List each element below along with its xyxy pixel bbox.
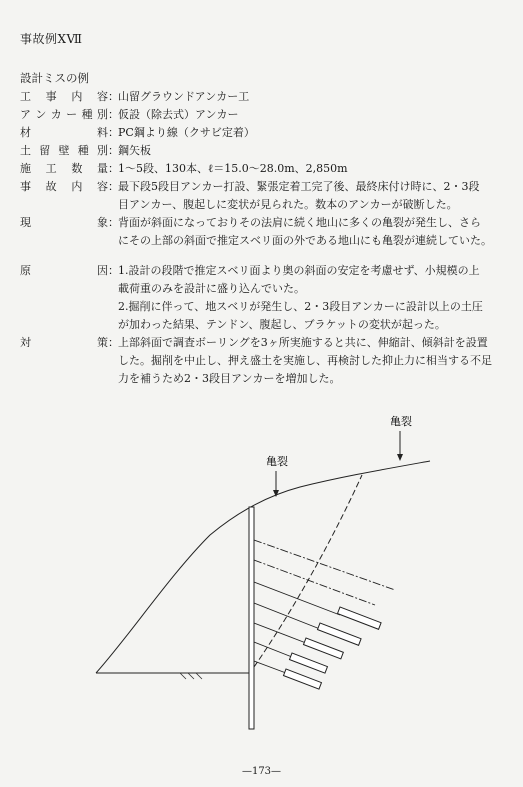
detail-value: 最下段5段目アンカー打設、緊張定着工完了後、最終床付け時に、2・3段 目アンカー、腹起しに変状が見られた。数本のアンカーが破断した。 <box>118 180 480 211</box>
detail-label: 対 策 <box>20 336 108 349</box>
detail-label: 工 事 内 容 <box>20 90 108 103</box>
anchor-body <box>289 653 327 673</box>
anchor-body <box>317 623 361 645</box>
case-title: 事故例XⅦ <box>20 32 83 46</box>
anchor-tendon <box>254 661 286 673</box>
sheet-pile-wall <box>249 507 254 729</box>
detail-row: 事 故 内 容 ： 最下段5段目アンカー打設、緊張定着工完了後、最終床付け時に、2・3段 目アンカー、腹起しに変状が見られた。数本のアンカーが破断した。 <box>20 178 515 214</box>
detail-label: 施 工 数 量 <box>20 162 108 175</box>
detail-row: 現 象 ： 背面が斜面になっておりその法肩に続く地山に多くの亀裂が発生し、さら にその上部の斜面で推定スベリ面の外である地山にも亀裂が連続していた。 <box>20 214 515 250</box>
detail-row: 対 策 ： 上部斜面で調査ボーリングを3ヶ所実施すると共に、伸縮計、傾斜計を設置 した。掘削を中止し、押え盛土を実施し、再検討した抑止力に相当する不足 力を補うため2・3段目アンカーを増加した。 <box>20 334 515 388</box>
detail-value: 1.設計の段階で推定スベリ面より奥の斜面の安定を考慮せず、小規模の上 載荷重のみを設計に盛り込んでいた。 2.掘削に伴って、地スベリが発生し、2・3段目アンカーに設計以上の土圧 が加わった結果、テンドン、腹起し、ブラケットの変状が起った。 <box>118 264 483 331</box>
anchors <box>254 540 395 689</box>
anchor-body <box>337 607 381 629</box>
detail-label: 土 留 壁 種 別 <box>20 144 108 157</box>
anchor-tendon <box>254 560 375 605</box>
crack-label-lower: 亀裂 <box>266 455 288 468</box>
section-subtitle: 設計ミスの例 <box>20 71 89 85</box>
detail-value: 鋼矢板 <box>118 144 151 157</box>
detail-label: ア ン カ ー 種 別 <box>20 108 108 121</box>
anchor-tendon <box>254 623 306 643</box>
details-list <box>20 88 515 388</box>
detail-value: 上部斜面で調査ボーリングを3ヶ所実施すると共に、伸縮計、傾斜計を設置 した。掘削を中止し、押え盛土を実施し、再検討した抑止力に相当する不足 力を補うため2・3段目アンカーを増加した。 <box>118 336 492 385</box>
detail-row: 材 料 ： PC鋼より線（クサビ定着） <box>20 124 515 142</box>
crack-label-upper: 亀裂 <box>390 415 412 428</box>
detail-value: 山留グラウンドアンカー工 <box>118 90 250 103</box>
detail-value: 背面が斜面になっておりその法肩に続く地山に多くの亀裂が発生し、さら にその上部の斜面で推定スベリ面の外である地山にも亀裂が連続していた。 <box>118 216 492 247</box>
anchor-tendon <box>254 642 292 657</box>
detail-row: 工 事 内 容 ： 山留グラウンドアンカー工 <box>20 88 515 106</box>
detail-value: PC鋼より線（クサビ定着） <box>118 126 255 139</box>
ground-hatch <box>180 673 202 679</box>
detail-row: 原 因 ： 1.設計の段階で推定スベリ面より奥の斜面の安定を考慮せず、小規模の上 載荷重のみを設計に盛り込んでいた。 2.掘削に伴って、地スベリが発生し、2・3段目アンカーに設計以上の土圧 が加わった結果、テンドン、腹起し、ブラケットの変状が起った。 <box>20 262 515 334</box>
detail-label: 材 料 <box>20 126 108 139</box>
detail-value: 仮設（除去式）アンカー <box>118 108 239 121</box>
detail-row: 土 留 壁 種 別 ： 鋼矢板 <box>20 142 515 160</box>
anchor-body <box>283 669 321 689</box>
detail-label: 事 故 内 容 <box>20 180 108 193</box>
anchor-tendon <box>254 540 395 590</box>
ground-surface-line <box>96 461 430 673</box>
crack-arrowhead-upper <box>397 454 403 461</box>
detail-label: 現 象 <box>20 216 108 229</box>
detail-row: 施 工 数 量 ： 1～5段、130本、ℓ＝15.0～28.0m、2,850m <box>20 160 515 178</box>
anchor-tendon <box>254 603 320 629</box>
detail-row: ア ン カ ー 種 別 ： 仮設（除去式）アンカー <box>20 106 515 124</box>
anchor-body <box>303 638 343 659</box>
detail-value: 1～5段、130本、ℓ＝15.0～28.0m、2,850m <box>118 162 348 175</box>
page-number: —173— <box>241 766 282 777</box>
detail-label: 原 因 <box>20 264 108 277</box>
anchor-failure-diagram <box>0 415 523 735</box>
